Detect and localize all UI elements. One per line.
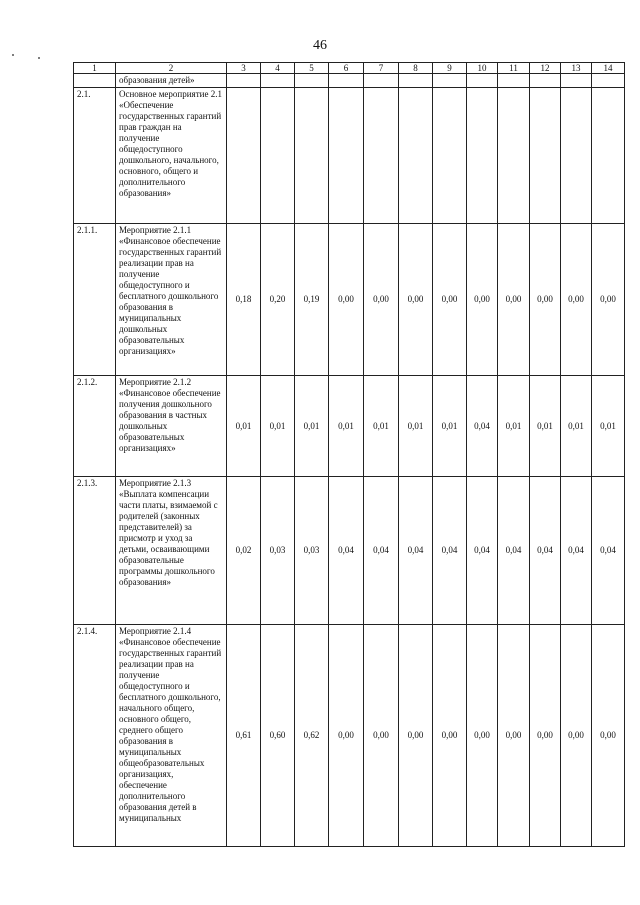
value-cell: 0,00 [467, 625, 498, 847]
measure-name-cell: Мероприятие 2.1.1 «Финансовое обеспечение государственных гарантий реализации прав на получение общедоступного и бесплатного дошкольного образования в муниципальных дошкольных образовательных организациях» [116, 224, 227, 376]
value-cell: 0,00 [530, 625, 561, 847]
measure-name-cell: Мероприятие 2.1.4 «Финансовое обеспечение государственных гарантий реализации прав на получение общедоступного и бесплатного дошкольного, начального общего, основного общего, среднего общего образования в муниципальных общеобразовательных организациях, обеспечение дополнительного образования детей в муниципальных [116, 625, 227, 847]
value-cell: 0,60 [261, 625, 295, 847]
value-cell: 0,01 [227, 376, 261, 477]
column-header: 4 [261, 63, 295, 74]
value-cell: 0,00 [498, 224, 530, 376]
value-cell [592, 88, 625, 224]
value-cell: 0,03 [295, 477, 329, 625]
value-cell: 0,04 [561, 477, 592, 625]
value-cell [498, 88, 530, 224]
row-number-cell: 2.1.4. [74, 625, 116, 847]
column-header: 12 [530, 63, 561, 74]
row-number-cell: 2.1.3. [74, 477, 116, 625]
value-cell: 0,00 [329, 625, 364, 847]
column-header: 14 [592, 63, 625, 74]
scan-speck [12, 54, 14, 56]
continuation-text: образования детей» [116, 74, 227, 88]
value-cell: 0,01 [592, 376, 625, 477]
value-cell [364, 88, 399, 224]
value-cell: 0,03 [261, 477, 295, 625]
column-header: 6 [329, 63, 364, 74]
value-cell: 0,00 [399, 224, 433, 376]
measure-name-cell: Основное мероприятие 2.1 «Обеспечение государственных гарантий прав граждан на получение общедоступного дошкольного, начального, основного, общего и дополнительного образования» [116, 88, 227, 224]
scan-speck [38, 57, 40, 59]
value-cell: 0,01 [530, 376, 561, 477]
value-cell: 0,02 [227, 477, 261, 625]
value-cell: 0,00 [561, 625, 592, 847]
value-cell [433, 88, 467, 224]
value-cell: 0,00 [561, 224, 592, 376]
value-cell: 0,01 [433, 376, 467, 477]
row-number-cell [74, 74, 116, 88]
budget-table [73, 62, 625, 847]
value-cell: 0,00 [592, 625, 625, 847]
value-cell: 0,01 [364, 376, 399, 477]
column-header: 3 [227, 63, 261, 74]
value-cell: 0,04 [592, 477, 625, 625]
value-cell: 0,62 [295, 625, 329, 847]
value-cell: 0,00 [530, 224, 561, 376]
measure-name-cell: Мероприятие 2.1.3 «Выплата компенсации части платы, взимаемой с родителей (законных представителей) за присмотр и уход за детьми, осваивающими образовательные программы дошкольного образования» [116, 477, 227, 625]
value-cell: 0,01 [498, 376, 530, 477]
row-number-cell: 2.1.1. [74, 224, 116, 376]
value-cell [399, 88, 433, 224]
value-cell: 0,00 [364, 224, 399, 376]
value-cell: 0,04 [329, 477, 364, 625]
value-cell: 0,04 [467, 376, 498, 477]
measure-name-cell: Мероприятие 2.1.2 «Финансовое обеспечение получения дошкольного образования в частных дошкольных образовательных организациях» [116, 376, 227, 477]
table-row [74, 477, 625, 625]
table-row [74, 376, 625, 477]
value-cell [295, 88, 329, 224]
value-cell: 0,04 [364, 477, 399, 625]
value-cell: 0,01 [295, 376, 329, 477]
value-cell [261, 88, 295, 224]
row-number-cell: 2.1. [74, 88, 116, 224]
column-header: 11 [498, 63, 530, 74]
value-cell: 0,19 [295, 224, 329, 376]
value-cell [329, 88, 364, 224]
column-header: 13 [561, 63, 592, 74]
continuation-row [74, 74, 625, 88]
value-cell: 0,04 [467, 477, 498, 625]
value-cell: 0,01 [261, 376, 295, 477]
value-cell: 0,00 [467, 224, 498, 376]
value-cell: 0,00 [498, 625, 530, 847]
value-cell: 0,04 [530, 477, 561, 625]
row-number-cell: 2.1.2. [74, 376, 116, 477]
value-cell [467, 88, 498, 224]
header-row [74, 63, 625, 74]
value-cell: 0,00 [433, 625, 467, 847]
value-cell: 0,18 [227, 224, 261, 376]
value-cell: 0,61 [227, 625, 261, 847]
value-cell [227, 88, 261, 224]
value-cell: 0,20 [261, 224, 295, 376]
value-cell: 0,01 [561, 376, 592, 477]
value-cell: 0,00 [592, 224, 625, 376]
value-cell: 0,01 [329, 376, 364, 477]
value-cell [530, 88, 561, 224]
table-row [74, 625, 625, 847]
page-number: 46 [313, 38, 327, 53]
value-cell: 0,04 [433, 477, 467, 625]
column-header: 9 [433, 63, 467, 74]
value-cell: 0,04 [498, 477, 530, 625]
value-cell: 0,00 [433, 224, 467, 376]
column-header: 2 [116, 63, 227, 74]
value-cell: 0,01 [399, 376, 433, 477]
value-cell: 0,04 [399, 477, 433, 625]
column-header: 8 [399, 63, 433, 74]
value-cell: 0,00 [329, 224, 364, 376]
value-cell: 0,00 [364, 625, 399, 847]
column-header: 7 [364, 63, 399, 74]
value-cell: 0,00 [399, 625, 433, 847]
table-row [74, 88, 625, 224]
table-row [74, 224, 625, 376]
column-header: 1 [74, 63, 116, 74]
column-header: 5 [295, 63, 329, 74]
column-header: 10 [467, 63, 498, 74]
value-cell [561, 88, 592, 224]
